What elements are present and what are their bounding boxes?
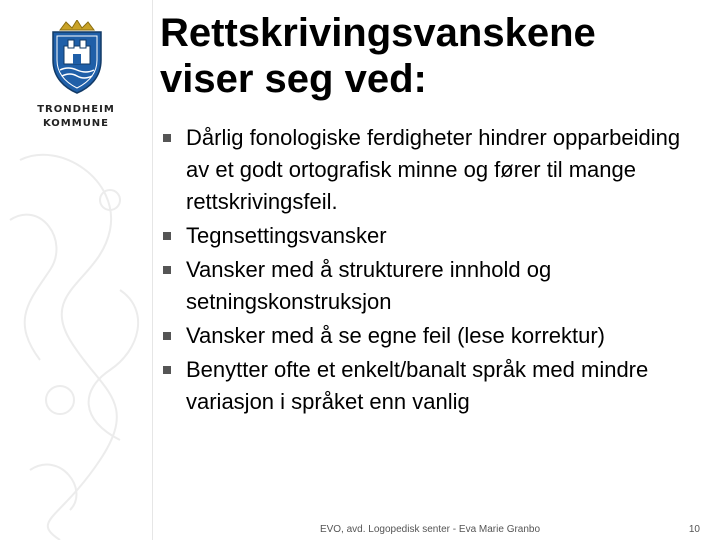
bullet-text: Tegnsettingsvansker: [186, 223, 387, 248]
square-bullet-icon: [163, 232, 171, 240]
footer-text: EVO, avd. Logopedisk senter - Eva Marie Granbo: [319, 524, 541, 535]
logo-sidebar: [0, 0, 153, 540]
bullet-item: [160, 254, 705, 318]
square-bullet-icon: [163, 332, 171, 340]
bullet-item: [160, 220, 705, 252]
bullet-item: [160, 122, 705, 218]
logo-text-kommune: KOMMUNE: [42, 118, 110, 129]
bullet-text: Vansker med å se egne feil (lese korrektur): [186, 323, 605, 348]
bullet-text: Dårlig fonologiske ferdigheter hindrer opparbeiding av et godt ortografisk minne og fører til mange rettskrivingsfeil.: [186, 125, 681, 214]
bullet-text: Vansker med å strukturere innhold og setningskonstruksjon: [186, 257, 552, 314]
square-bullet-icon: [163, 366, 171, 374]
trondheim-coat-of-arms-icon: [48, 20, 106, 94]
watermark-ornament: [0, 140, 152, 540]
slide-title: Rettskrivingsvanskene viser seg ved:: [160, 11, 596, 101]
bullet-text: Benytter ofte et enkelt/banalt språk med mindre variasjon i språket enn vanlig: [186, 357, 649, 414]
bullet-item: [160, 354, 705, 418]
page-number: 10: [688, 524, 700, 535]
square-bullet-icon: [163, 266, 171, 274]
bullet-list: [160, 122, 705, 420]
bullet-item: [160, 320, 705, 352]
logo-text-trondheim: TRONDHEIM: [37, 104, 115, 115]
square-bullet-icon: [163, 134, 171, 142]
